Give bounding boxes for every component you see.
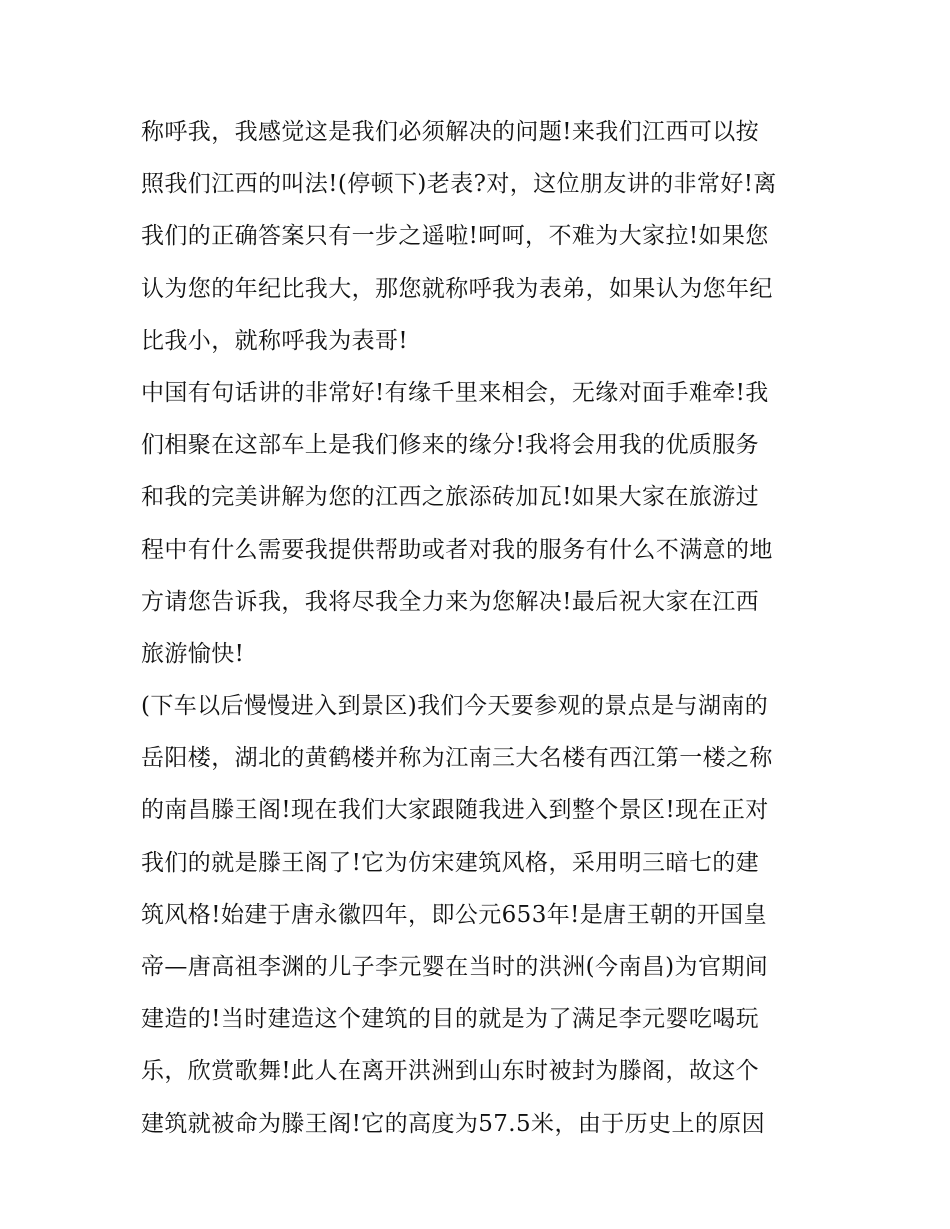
text-line: 建筑就被命为滕王阁!它的高度为57.5米，由于历史上的原因 — [141, 1110, 766, 1137]
text-line: 乐，欣赏歌舞!此人在离开洪洲到山东时被封为滕阁，故这个 — [141, 1058, 760, 1085]
text-line: 的南昌滕王阁!现在我们大家跟随我进入到整个景区!现在正对 — [141, 797, 769, 824]
text-line: 中国有句话讲的非常好!有缘千里来相会，无缘对面手难牵!我 — [141, 379, 769, 406]
text-line: 认为您的年纪比我大，那您就称呼我为表弟，如果认为您年纪 — [141, 275, 773, 302]
text-line: 称呼我，我感觉这是我们必须解决的问题!来我们江西可以按 — [141, 119, 760, 145]
text-line: 我们的正确答案只有一步之遥啦!呵呵，不难为大家拉!如果您 — [141, 223, 769, 250]
text-line: 建造的!当时建造这个建筑的目的就是为了满足李元婴吃喝玩 — [141, 1006, 760, 1033]
text-line: 和我的完美讲解为您的江西之旅添砖加瓦!如果大家在旅游过 — [141, 484, 760, 511]
body-text — [141, 106, 821, 1150]
text-line: 比我小，就称呼我为表哥! — [141, 327, 409, 354]
text-line: 照我们江西的叫法!(停顿下)老表?对，这位朋友讲的非常好!离 — [141, 171, 777, 198]
text-line: (下车以后慢慢进入到景区)我们今天要参观的景点是与湖南的 — [141, 693, 769, 720]
text-line: 们相聚在这部车上是我们修来的缘分!我将会用我的优质服务 — [141, 432, 760, 459]
text-line: 筑风格!始建于唐永徽四年，即公元653年!是唐王朝的开国皇 — [141, 901, 767, 928]
text-line: 程中有什么需要我提供帮助或者对我的服务有什么不满意的地 — [141, 536, 773, 563]
text-line: 旅游愉快! — [141, 640, 245, 667]
text-line: 帝—唐高祖李渊的儿子李元婴在当时的洪洲(今南昌)为官期间 — [141, 954, 769, 980]
text-line: 岳阳楼，湖北的黄鹤楼并称为江南三大名楼有西江第一楼之称 — [141, 745, 773, 772]
text-line: 方请您告诉我，我将尽我全力来为您解决!最后祝大家在江西 — [141, 588, 760, 615]
text-line: 我们的就是滕王阁了!它为仿宋建筑风格，采用明三暗七的建 — [141, 849, 760, 876]
